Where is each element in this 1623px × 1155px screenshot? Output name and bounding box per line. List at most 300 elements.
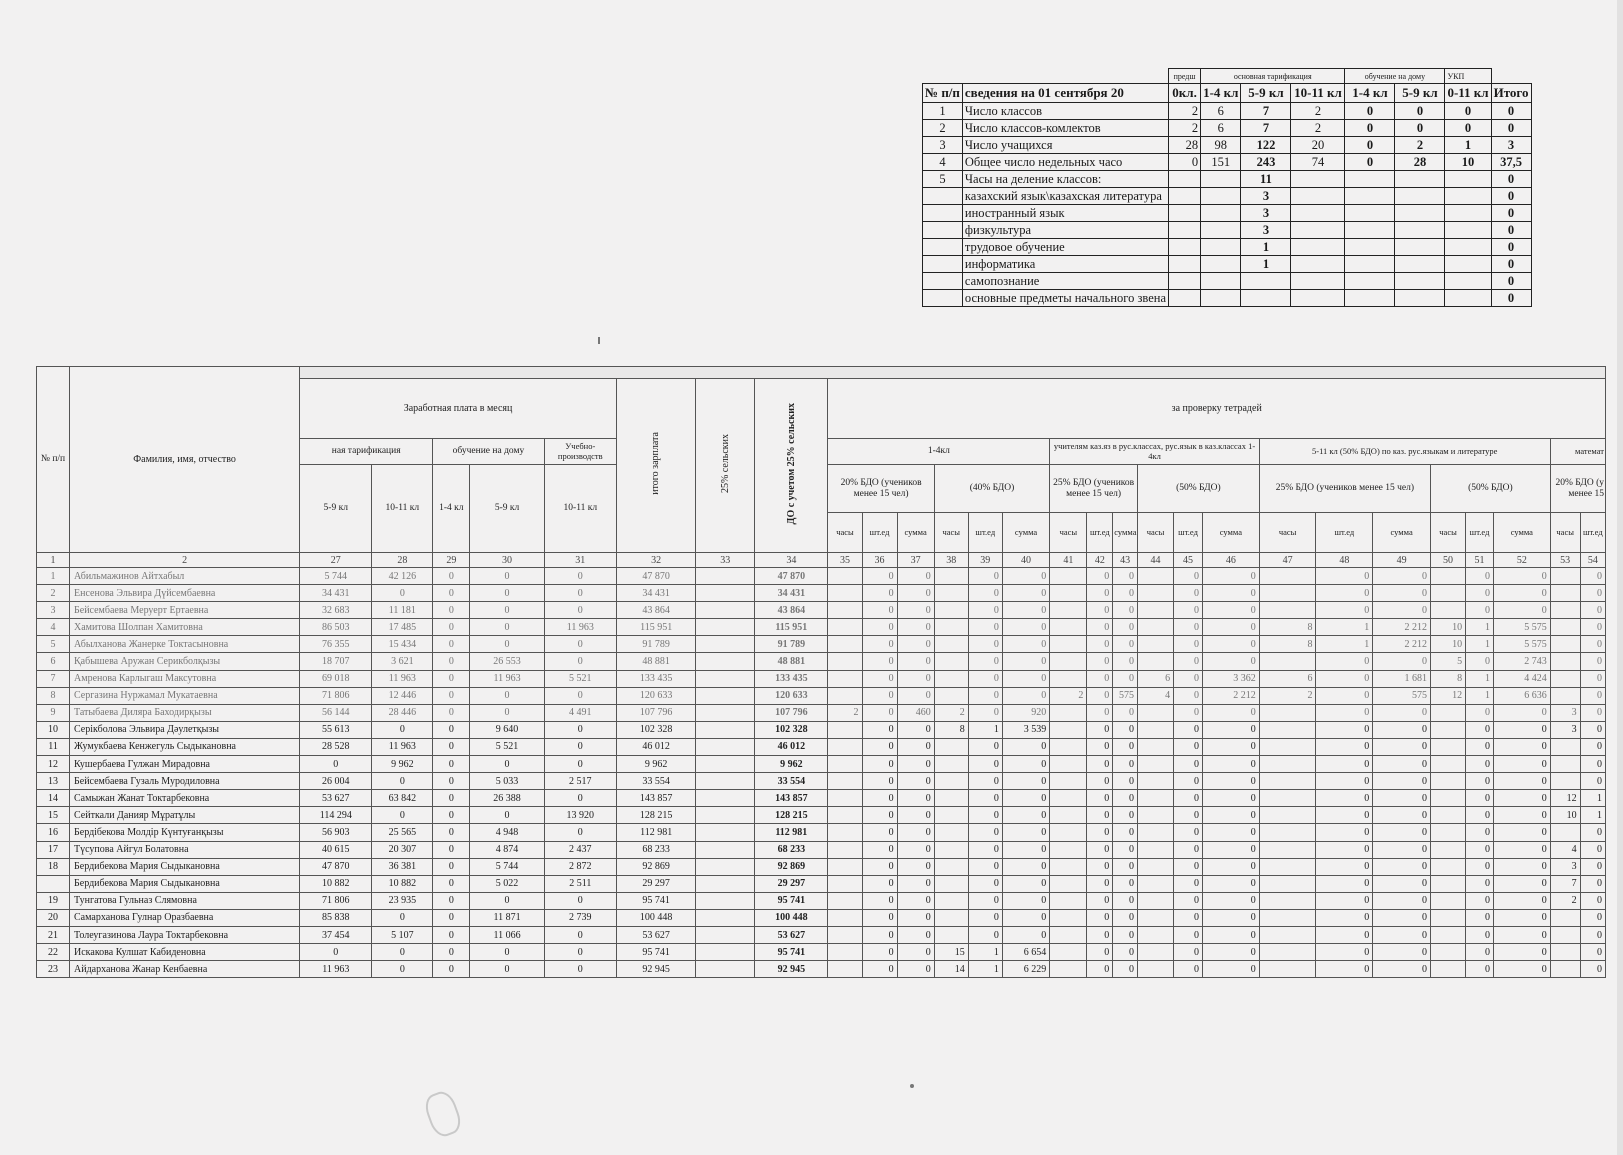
table-cell <box>1050 636 1087 653</box>
table-cell <box>934 687 968 704</box>
summary-header: сведения на 01 сентября 20 <box>962 84 1168 103</box>
table-cell: 92 869 <box>755 858 828 875</box>
table-cell: 9 962 <box>755 756 828 773</box>
table-cell: 0 <box>1113 807 1138 824</box>
employee-name: Бердибекова Мария Сыдыкановна <box>70 875 300 892</box>
table-cell: 0 <box>1316 687 1373 704</box>
table-cell: 2 872 <box>544 858 616 875</box>
table-cell: 0 <box>1316 892 1373 909</box>
table-cell <box>1137 602 1173 619</box>
table-row <box>37 875 1606 892</box>
table-row <box>37 704 1606 721</box>
table-row <box>37 926 1606 943</box>
summary-cell: 7 <box>1241 120 1291 137</box>
table-cell: 11 181 <box>372 602 433 619</box>
table-cell: 0 <box>1113 670 1138 687</box>
row-number: 20 <box>37 909 70 926</box>
table-cell: 0 <box>862 790 897 807</box>
summary-cell <box>1345 239 1395 256</box>
table-cell: 3 <box>1550 858 1580 875</box>
table-cell <box>828 773 862 790</box>
summary-cell <box>1395 239 1445 256</box>
table-cell: 0 <box>897 926 934 943</box>
summary-cell <box>1201 290 1241 307</box>
summary-row-label: казахский язык\казахская литература <box>962 188 1168 205</box>
table-cell: 0 <box>897 602 934 619</box>
table-cell: 0 <box>300 944 372 961</box>
table-cell: 6 <box>1137 670 1173 687</box>
summary-cell <box>1395 171 1445 188</box>
table-cell: 0 <box>1113 926 1138 943</box>
table-cell <box>1050 721 1087 738</box>
scan-speck <box>910 1084 914 1088</box>
table-cell: 460 <box>897 704 934 721</box>
table-cell <box>934 670 968 687</box>
table-cell: 0 <box>1087 756 1113 773</box>
table-cell <box>934 568 968 585</box>
table-cell: 0 <box>1002 892 1049 909</box>
table-cell <box>1550 909 1580 926</box>
table-cell: 0 <box>1087 619 1113 636</box>
table-cell: 0 <box>897 909 934 926</box>
table-cell: 28 446 <box>372 704 433 721</box>
table-cell: 0 <box>1202 961 1259 978</box>
summary-row <box>923 120 1532 137</box>
table-cell <box>1137 773 1173 790</box>
table-cell: 3 621 <box>372 653 433 670</box>
table-cell: 12 <box>1550 790 1580 807</box>
row-number: 11 <box>37 738 70 755</box>
table-cell: 0 <box>544 602 616 619</box>
table-cell: 0 <box>1087 585 1113 602</box>
table-cell: 0 <box>897 738 934 755</box>
table-cell <box>934 824 968 841</box>
table-cell: 0 <box>1087 824 1113 841</box>
table-cell: 0 <box>544 653 616 670</box>
table-cell: 1 <box>1466 619 1494 636</box>
table-cell: 0 <box>1174 756 1203 773</box>
table-cell: 0 <box>1580 926 1605 943</box>
table-cell <box>696 670 755 687</box>
table-cell <box>1550 585 1580 602</box>
table-cell: 2 <box>1259 687 1316 704</box>
table-cell: 0 <box>1174 892 1203 909</box>
table-cell: 0 <box>968 773 1002 790</box>
summary-row-label: самопознание <box>962 273 1168 290</box>
table-cell <box>1550 568 1580 585</box>
table-row <box>37 756 1606 773</box>
row-number: 14 <box>37 790 70 807</box>
employee-name: Айдарханова Жанар Кенбаевна <box>70 961 300 978</box>
column-number: 50 <box>1431 553 1466 568</box>
summary-cell: 243 <box>1241 154 1291 171</box>
table-cell: 4 874 <box>470 841 544 858</box>
summary-cell <box>1445 239 1491 256</box>
table-cell: 6 654 <box>1002 944 1049 961</box>
column-number: 33 <box>696 553 755 568</box>
table-cell <box>1431 875 1466 892</box>
table-cell: 1 <box>1316 636 1373 653</box>
column-number: 37 <box>897 553 934 568</box>
summary-cell: 1 <box>1241 256 1291 273</box>
table-cell: 56 903 <box>300 824 372 841</box>
summary-cell <box>1169 239 1201 256</box>
table-cell: 0 <box>433 704 470 721</box>
table-cell: 0 <box>1002 858 1049 875</box>
summary-cell <box>1169 188 1201 205</box>
table-cell <box>696 807 755 824</box>
table-cell <box>1259 602 1316 619</box>
table-cell: 0 <box>1087 807 1113 824</box>
summary-cell: 0 <box>1491 188 1531 205</box>
table-cell: 0 <box>544 721 616 738</box>
summary-cell <box>1345 273 1395 290</box>
table-cell: 0 <box>1113 756 1138 773</box>
summary-cell <box>1169 256 1201 273</box>
employee-name: Сергазина Нуржамал Мукатаевна <box>70 687 300 704</box>
table-cell: 0 <box>1087 721 1113 738</box>
summary-cell: 2 <box>1291 120 1345 137</box>
table-cell: 0 <box>1202 585 1259 602</box>
table-cell <box>934 841 968 858</box>
table-cell <box>1550 824 1580 841</box>
summary-cell: 74 <box>1291 154 1345 171</box>
table-cell: 0 <box>1174 585 1203 602</box>
table-cell: 18 707 <box>300 653 372 670</box>
table-cell: 47 870 <box>755 568 828 585</box>
table-cell <box>828 670 862 687</box>
summary-cell: 0 <box>1491 239 1531 256</box>
summary-cell: 0 <box>1345 137 1395 154</box>
table-cell <box>1550 773 1580 790</box>
summary-header: 10-11 кл <box>1291 84 1345 103</box>
table-cell: 0 <box>433 721 470 738</box>
table-cell: 0 <box>372 773 433 790</box>
table-cell: 11 963 <box>372 670 433 687</box>
summary-cell <box>1345 256 1395 273</box>
table-cell: 0 <box>897 892 934 909</box>
table-cell: 0 <box>897 790 934 807</box>
table-cell: 1 <box>1466 636 1494 653</box>
summary-cell <box>1291 171 1345 188</box>
table-cell <box>1050 909 1087 926</box>
table-cell <box>1050 944 1087 961</box>
table-cell: 1 <box>1580 790 1605 807</box>
table-cell: 0 <box>1174 738 1203 755</box>
table-cell <box>696 875 755 892</box>
k1011u-header: 10-11 кл <box>544 465 616 553</box>
table-cell <box>1137 824 1173 841</box>
table-cell: 0 <box>1002 636 1049 653</box>
table-cell: 43 864 <box>755 602 828 619</box>
table-row <box>37 636 1606 653</box>
table-cell <box>1550 961 1580 978</box>
summary-cell <box>1201 222 1241 239</box>
summary-cell: 28 <box>1395 154 1445 171</box>
table-cell: 0 <box>1316 773 1373 790</box>
table-cell <box>1050 756 1087 773</box>
table-cell: 0 <box>1113 824 1138 841</box>
table-cell: 33 554 <box>616 773 695 790</box>
table-cell: 120 633 <box>755 687 828 704</box>
row-number: 22 <box>37 944 70 961</box>
summary-row-label: Число классов-комлектов <box>962 120 1168 137</box>
column-number: 42 <box>1087 553 1113 568</box>
table-cell: 0 <box>1580 858 1605 875</box>
table-row <box>37 944 1606 961</box>
table-cell: 0 <box>968 585 1002 602</box>
summary-cell <box>1395 222 1445 239</box>
table-row <box>37 858 1606 875</box>
table-cell: 0 <box>897 619 934 636</box>
summary-row-label: иностранный язык <box>962 205 1168 222</box>
table-cell: 95 741 <box>755 944 828 961</box>
table-cell <box>1550 636 1580 653</box>
table-cell: 0 <box>1493 773 1550 790</box>
table-cell <box>696 773 755 790</box>
summary-cell: 0 <box>1491 171 1531 188</box>
table-cell: 0 <box>1466 738 1494 755</box>
table-cell: 0 <box>862 841 897 858</box>
table-cell: 0 <box>1580 892 1605 909</box>
table-cell <box>1259 909 1316 926</box>
summary-cell <box>1345 188 1395 205</box>
table-cell: 0 <box>1580 602 1605 619</box>
row-number: 18 <box>37 858 70 875</box>
column-number: 28 <box>372 553 433 568</box>
table-cell: 0 <box>1002 670 1049 687</box>
table-cell <box>696 738 755 755</box>
table-cell: 0 <box>1113 892 1138 909</box>
summary-cell: 0 <box>1445 120 1491 137</box>
table-cell: 2 437 <box>544 841 616 858</box>
table-cell: 14 <box>934 961 968 978</box>
table-cell: 2 739 <box>544 909 616 926</box>
table-cell: 23 935 <box>372 892 433 909</box>
table-row <box>37 892 1606 909</box>
table-cell: 0 <box>1174 602 1203 619</box>
table-cell: 0 <box>1087 738 1113 755</box>
table-cell: 0 <box>1373 738 1431 755</box>
table-cell: 0 <box>1373 926 1431 943</box>
table-cell: 15 <box>934 944 968 961</box>
table-cell: 0 <box>1580 721 1605 738</box>
table-cell <box>828 824 862 841</box>
table-cell: 0 <box>1466 704 1494 721</box>
table-cell: 0 <box>1316 824 1373 841</box>
table-cell <box>1137 961 1173 978</box>
table-cell: 12 <box>1431 687 1466 704</box>
summary-cell <box>1201 171 1241 188</box>
table-cell <box>1431 858 1466 875</box>
column-number: 35 <box>828 553 862 568</box>
table-cell: 0 <box>897 653 934 670</box>
table-cell: 0 <box>1087 602 1113 619</box>
table-cell: 53 627 <box>616 926 695 943</box>
table-cell: 0 <box>1580 824 1605 841</box>
table-cell <box>1431 585 1466 602</box>
table-row <box>37 807 1606 824</box>
row-number: 1 <box>37 568 70 585</box>
table-cell: 0 <box>433 619 470 636</box>
summary-row <box>923 137 1532 154</box>
subheader-summa: сумма <box>1202 513 1259 553</box>
table-cell: 5 033 <box>470 773 544 790</box>
table-cell <box>934 858 968 875</box>
table-cell: 0 <box>1087 875 1113 892</box>
kazyaz-header: учителям каз.яз в рус.классах, рус.язык в каз.классах 1-4кл <box>1050 439 1259 465</box>
uchebno-header: Учебно-производств <box>544 439 616 465</box>
table-cell <box>1137 738 1173 755</box>
table-cell <box>934 875 968 892</box>
table-cell: 0 <box>1113 704 1138 721</box>
table-cell: 0 <box>1493 909 1550 926</box>
row-number: 19 <box>37 892 70 909</box>
table-cell: 4 <box>1137 687 1173 704</box>
table-cell: 0 <box>1316 670 1373 687</box>
table-cell: 0 <box>1466 568 1494 585</box>
table-cell: 0 <box>1087 636 1113 653</box>
table-cell: 0 <box>862 602 897 619</box>
table-cell <box>934 790 968 807</box>
table-cell: 0 <box>862 704 897 721</box>
table-cell: 0 <box>897 721 934 738</box>
employee-name: Бейсембаева Меруерт Ертаевна <box>70 602 300 619</box>
table-cell: 0 <box>1373 790 1431 807</box>
table-cell: 0 <box>1466 875 1494 892</box>
table-cell <box>696 961 755 978</box>
table-cell: 0 <box>470 704 544 721</box>
table-row <box>37 773 1606 790</box>
table-cell: 0 <box>1466 756 1494 773</box>
table-cell <box>1050 875 1087 892</box>
summary-cell <box>1291 256 1345 273</box>
table-cell: 0 <box>1174 961 1203 978</box>
table-cell: 0 <box>1580 653 1605 670</box>
employee-name: Хамитова Шолпан Хамитовна <box>70 619 300 636</box>
bdo50b-header: (50% БДО) <box>1431 465 1551 513</box>
table-cell: 0 <box>1580 636 1605 653</box>
table-cell <box>828 926 862 943</box>
table-cell: 0 <box>433 944 470 961</box>
table-cell: 0 <box>1373 841 1431 858</box>
table-cell <box>1550 653 1580 670</box>
table-cell <box>1137 568 1173 585</box>
table-cell <box>1550 602 1580 619</box>
table-cell: 92 869 <box>616 858 695 875</box>
table-cell: 33 554 <box>755 773 828 790</box>
table-cell: 143 857 <box>755 790 828 807</box>
table-cell: 0 <box>1174 790 1203 807</box>
column-number: 39 <box>968 553 1002 568</box>
table-cell: 0 <box>1113 909 1138 926</box>
table-cell: 0 <box>1580 670 1605 687</box>
table-cell: 0 <box>1002 687 1049 704</box>
table-cell: 0 <box>862 961 897 978</box>
table-cell: 0 <box>470 961 544 978</box>
table-cell: 0 <box>1174 875 1203 892</box>
table-cell: 2 743 <box>1493 653 1550 670</box>
column-number: 40 <box>1002 553 1049 568</box>
table-cell: 0 <box>433 670 470 687</box>
table-cell: 0 <box>1202 858 1259 875</box>
summary-cell: 1 <box>1241 239 1291 256</box>
table-cell: 0 <box>1113 585 1138 602</box>
table-cell: 112 981 <box>616 824 695 841</box>
table-cell <box>1259 568 1316 585</box>
table-cell: 1 <box>968 721 1002 738</box>
table-cell: 0 <box>1113 568 1138 585</box>
column-number: 27 <box>300 553 372 568</box>
table-cell: 3 362 <box>1202 670 1259 687</box>
table-cell: 0 <box>968 756 1002 773</box>
summary-header: 1-4 кл <box>1201 84 1241 103</box>
summary-cell <box>1201 273 1241 290</box>
summary-header: Итого <box>1491 84 1531 103</box>
table-cell: 0 <box>1002 824 1049 841</box>
table-cell: 102 328 <box>616 721 695 738</box>
summary-cell <box>1395 188 1445 205</box>
bdo20-header: 20% БДО (учеников менее 15 чел) <box>828 465 934 513</box>
column-number: 1 <box>37 553 70 568</box>
table-cell: 0 <box>1113 773 1138 790</box>
page-edge <box>1617 0 1623 1155</box>
table-cell <box>828 602 862 619</box>
table-cell: 0 <box>1493 841 1550 858</box>
table-cell: 0 <box>897 807 934 824</box>
table-cell <box>828 892 862 909</box>
table-cell: 0 <box>1174 824 1203 841</box>
table-cell <box>828 790 862 807</box>
table-cell: 56 144 <box>300 704 372 721</box>
summary-cell: 20 <box>1291 137 1345 154</box>
table-cell: 53 627 <box>755 926 828 943</box>
summary-cell: 3 <box>1241 205 1291 222</box>
table-cell: 10 882 <box>372 875 433 892</box>
table-cell: 0 <box>968 670 1002 687</box>
table-cell <box>696 619 755 636</box>
table-cell <box>696 892 755 909</box>
table-cell: 0 <box>1113 858 1138 875</box>
table-cell: 0 <box>862 944 897 961</box>
table-cell: 0 <box>968 858 1002 875</box>
table-cell: 0 <box>1373 602 1431 619</box>
table-cell <box>1431 602 1466 619</box>
table-cell <box>1050 807 1087 824</box>
summary-cell <box>1395 273 1445 290</box>
table-cell: 0 <box>433 653 470 670</box>
summary-row <box>923 103 1532 120</box>
table-cell: 0 <box>433 585 470 602</box>
subheader-chasy: часы <box>1550 513 1580 553</box>
summary-row-number: 2 <box>923 120 963 137</box>
table-cell: 0 <box>862 807 897 824</box>
table-cell: 2 212 <box>1373 636 1431 653</box>
table-cell <box>1431 790 1466 807</box>
bdo40-header: (40% БДО) <box>934 465 1050 513</box>
table-cell: 0 <box>1202 721 1259 738</box>
table-cell: 0 <box>1316 841 1373 858</box>
table-cell: 0 <box>897 756 934 773</box>
table-cell: 0 <box>1002 790 1049 807</box>
table-cell: 0 <box>433 756 470 773</box>
table-cell: 0 <box>1580 619 1605 636</box>
table-cell: 0 <box>433 807 470 824</box>
table-cell: 100 448 <box>616 909 695 926</box>
table-cell: 0 <box>1202 824 1259 841</box>
table-cell: 0 <box>1580 841 1605 858</box>
table-cell: 71 806 <box>300 687 372 704</box>
